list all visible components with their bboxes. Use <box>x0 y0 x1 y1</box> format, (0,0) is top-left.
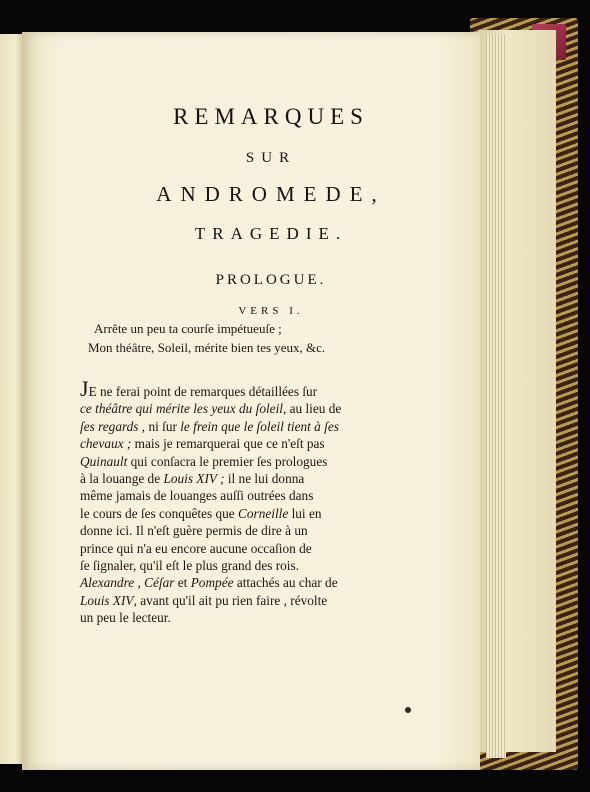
text-span: à la louange de <box>80 471 164 487</box>
text-span: qui conſacra le premier ſes prologues <box>127 453 328 469</box>
facing-page-edge <box>0 34 22 764</box>
heading-remarques: REMARQUES <box>173 104 369 129</box>
page-stack-edge <box>486 34 506 758</box>
text-line <box>80 453 376 470</box>
text-line <box>80 592 376 609</box>
italic-span: Louis XIV <box>80 592 134 608</box>
text-span: , <box>134 575 145 591</box>
text-line: un peu le lecteur. <box>80 610 171 626</box>
verse-line-2: Mon théâtre, Soleil, mérite bien tes yeux, &c. <box>88 340 326 355</box>
italic-span: chevaux ; <box>80 436 132 452</box>
text-line <box>80 400 376 417</box>
italic-span: Pompée <box>190 575 234 591</box>
text-line <box>80 376 376 401</box>
section-title: PROLOGUE. <box>215 272 327 288</box>
text-span: lui en <box>288 505 322 521</box>
italic-span: Quinault <box>80 453 128 469</box>
text-span: le cours de ſes conquêtes que <box>80 505 239 521</box>
heading-andromede: ANDROMEDE, <box>156 182 386 206</box>
italic-span: Corneille <box>238 505 289 521</box>
italic-span: Céſar <box>144 575 175 591</box>
book-page <box>22 32 480 770</box>
ink-spot <box>405 707 411 713</box>
text-span: , avant qu'il ait pu rien faire , révolte <box>133 592 328 608</box>
text-line <box>80 574 376 591</box>
text-span: , ni ſur <box>138 418 181 434</box>
text-span: attachés au char de <box>233 575 338 591</box>
text-span: , au lieu de <box>282 401 342 417</box>
text-span: il ne lui donna <box>224 471 305 487</box>
heading-tragedie: TRAGEDIE. <box>194 224 348 243</box>
drop-cap: J <box>80 376 89 401</box>
text-line <box>80 418 376 435</box>
italic-span: ce théâtre qui mérite les yeux du ſoleil <box>80 401 283 417</box>
verse-reference: VERS I. <box>238 305 304 317</box>
italic-span: ſes regards <box>80 418 139 434</box>
text-line: ſe ſignaler, qu'il eſt le plus grand des rois. <box>80 558 299 574</box>
commentary-paragraph <box>80 376 376 627</box>
text-line <box>80 505 376 522</box>
text-line: prince qui n'a eu encore aucune occaſion de <box>80 540 312 556</box>
text-line <box>80 435 376 452</box>
text-span: E ne ferai point de remarques détaillées ſur <box>88 384 318 399</box>
verse-line-1: Arrête un peu ta courſe impétueuſe ; <box>94 321 282 336</box>
italic-span: Louis XIV ; <box>163 471 225 487</box>
italic-span: le frein que le ſoleil tient à ſes <box>180 418 339 434</box>
heading-sur: SUR <box>245 150 297 166</box>
text-line <box>80 470 376 487</box>
text-span: mais je remarquerai que ce n'eſt pas <box>131 436 325 452</box>
italic-span: Alexandre <box>80 575 135 591</box>
text-span: et <box>174 575 191 591</box>
text-line: même jamais de louanges auſſi outrées dans <box>80 488 314 504</box>
text-line: donne ici. Il n'eſt guère permis de dire à un <box>80 523 308 539</box>
